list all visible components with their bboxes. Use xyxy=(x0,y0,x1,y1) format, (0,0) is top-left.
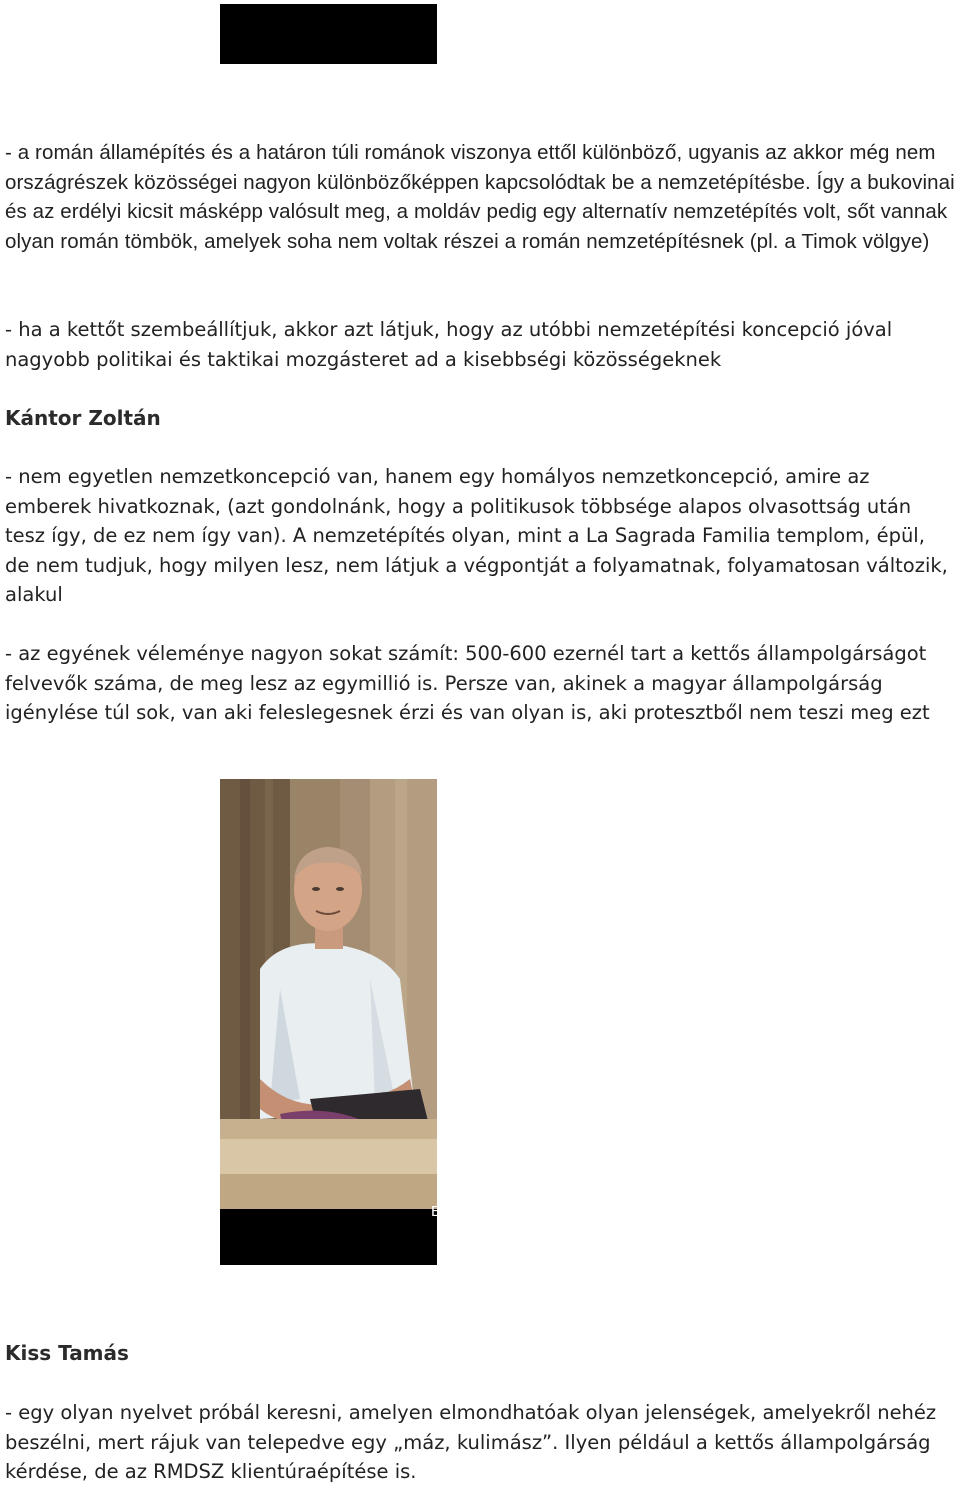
paragraph-language: - egy olyan nyelvet próbál keresni, amelyen elmondhatóak olyan jelenségek, amelyekről nehéz beszélni, mert rájuk van telepedve egy „máz, kulimász”. Ilyen például a kettős állampolgárság kérdése, de az RMDSZ klientúraépítése is. xyxy=(5,1401,937,1483)
paragraph-nation-concept: - nem egyetlen nemzetkoncepció van, hanem egy homályos nemzetkoncepció, amire az emberek hivatkoznak, (azt gondolnánk, hogy a politikusok többsége alapos olvasottság után tesz így, de ez nem így van). A nemzetépítés olyan, mint a La Sagrada Familia templom, épül, de nem tudjuk, hogy milyen lesz, nem látjuk a végpontját a folyamatnak, folyamatosan változik, alakul xyxy=(5,465,948,606)
paragraph-romanian-nation-building: - a román államépítés és a határon túli románok viszonya ettől különböző, ugyanis az akkor még nem országrészek közösségei nagyon különbözőképpen kapcsolódtak be a nemzetépítésbe. Így a bukovinai és az erdélyi kicsit másképp valósult meg, a moldáv pedig egy alternatív nemzetépítés volt, sőt vannak olyan román tömbök, amelyek soha nem voltak részei a román nemzetépítésnek (pl. a Timok völgye) xyxy=(5,141,955,253)
speaker-photo-illustration xyxy=(220,779,437,1265)
speaker-photo xyxy=(220,779,442,1265)
redacted-header-bar xyxy=(220,4,437,64)
photo-caption: E xyxy=(431,1203,442,1220)
paragraph-comparison: - ha a kettőt szembeállítjuk, akkor azt látjuk, hogy az utóbbi nemzetépítési koncepció jóval nagyobb politikai és taktikai mozgásteret ad a kisebbségi közösségeknek xyxy=(5,318,893,371)
speaker-heading-kantor-zoltan: Kántor Zoltán xyxy=(5,406,161,430)
speaker-heading-kiss-tamas: Kiss Tamás xyxy=(5,1341,129,1365)
paragraph-dual-citizenship: - az egyének véleménye nagyon sokat számít: 500-600 ezernél tart a kettős állampolgárságot felvevők száma, de meg lesz az egymillió is. Persze van, akinek a magyar állampolgárság igénylése túl sok, van aki feleslegesnek érzi és van olyan is, aki protesztből nem teszi meg ezt xyxy=(5,642,930,724)
